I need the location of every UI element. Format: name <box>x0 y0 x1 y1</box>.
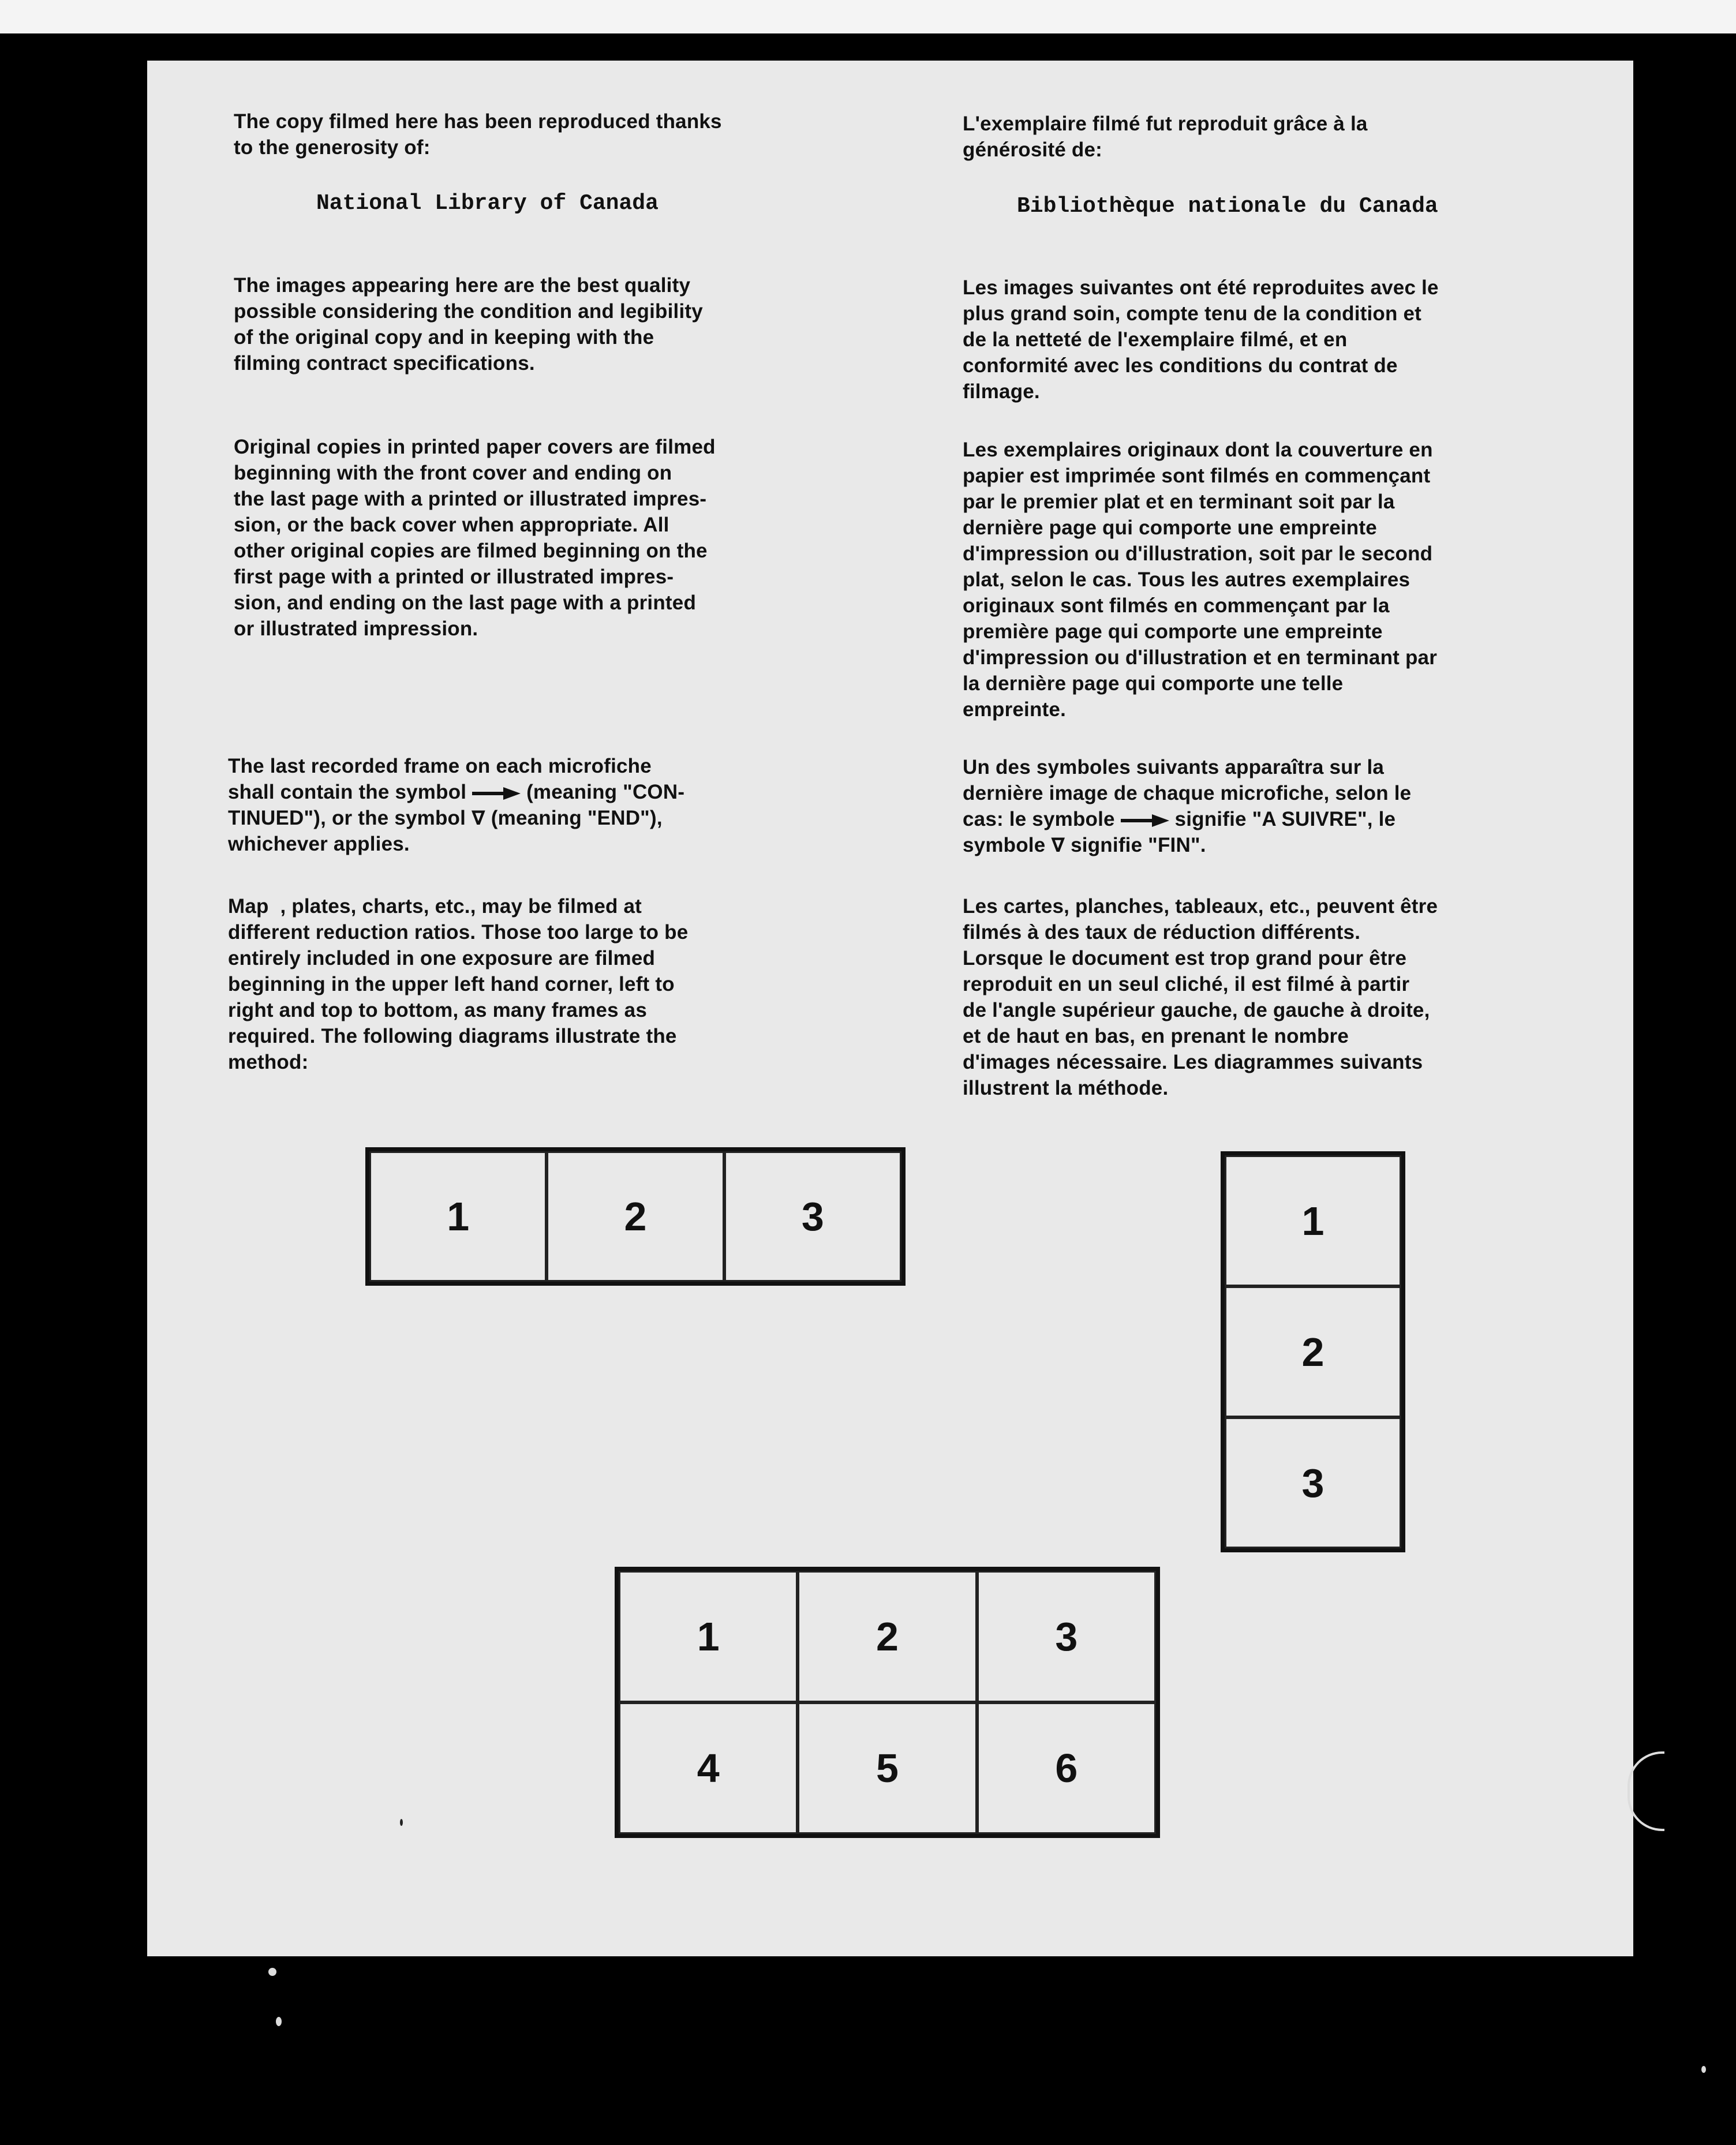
diagram-cell: 4 <box>619 1702 798 1834</box>
institution-name-en: National Library of Canada <box>316 191 659 216</box>
film-speck <box>276 2017 282 2026</box>
intro-text-fr: L'exemplaire filmé fut reproduit grâce à la générosité de: <box>963 113 1368 161</box>
right-arrow-icon <box>472 780 521 806</box>
symbols-line-3-fr: cas: le symbole signifie "A SUIVRE", le <box>963 806 1395 833</box>
diagram-cell: 1 <box>369 1151 547 1282</box>
film-speck <box>268 1968 276 1976</box>
diagram-grid <box>615 1567 1160 1838</box>
symbols-line-1-en: The last recorded frame on each microfiche <box>228 755 652 777</box>
diagram-cell: 6 <box>977 1702 1156 1834</box>
triangle-down-icon: ∇ <box>471 807 485 829</box>
diagram-cell: 1 <box>1225 1155 1401 1286</box>
symbols-line-2-en: shall contain the symbol (meaning "CON- <box>228 779 684 806</box>
film-top-edge <box>0 0 1736 33</box>
right-arrow-icon <box>1121 807 1169 833</box>
symbols-line-1-fr: Un des symboles suivants apparaîtra sur la <box>963 756 1385 778</box>
symbols-line-2-fr: dernière image de chaque microfiche, selon le <box>963 782 1412 804</box>
diagram-cell: 3 <box>724 1151 901 1282</box>
diagram-cell: 5 <box>798 1702 976 1834</box>
diagram-horizontal-strip <box>365 1147 906 1286</box>
maps-text-en: Map , plates, charts, etc., may be filmed at different reduction ratios. Those too large to be entirely included in one exposure are filmed beginning in the upper left hand corner, left to right and top to bottom, as many frames as required. The following diagrams illustrate the method: <box>228 895 689 1073</box>
film-speck <box>1701 2066 1706 2073</box>
maps-text-fr: Les cartes, planches, tableaux, etc., peuvent être filmés à des taux de réduction différents. Lorsque le document est trop grand pour être reproduit en un seul cliché, il est filmé à partir de l'angle supérieur gauche, de gauche à droite, et de haut en bas, en prenant le nombre d'images nécessaire. Les diagrammes suivants illustrent la méthode. <box>963 895 1438 1099</box>
symbols-line-3-en: TINUED"), or the symbol ∇ (meaning "END"), <box>228 807 663 829</box>
diagram-cell: 2 <box>1225 1286 1401 1417</box>
film-speck <box>400 1819 403 1826</box>
intro-text-en: The copy filmed here has been reproduced thanks to the generosity of: <box>234 110 722 159</box>
originals-text-fr: Les exemplaires originaux dont la couverture en papier est imprimée sont filmés en commençant par le premier plat et en terminant soit par la dernière page qui comporte une empreinte d'impression ou d'illustration, soit par le second plat, selon le cas. Tous les autres exemplaires originaux sont filmés en commençant par la première page qui comporte une empreinte d'impression ou d'illustration et en terminant par la dernière page qui comporte une telle empreinte. <box>963 439 1438 721</box>
diagram-cell: 3 <box>977 1571 1156 1702</box>
quality-text-fr: Les images suivantes ont été reproduites avec le plus grand soin, compte tenu de la condition et de la netteté de l'exemplaire filmé, et en conformité avec les conditions du contrat de filmage. <box>963 276 1439 403</box>
triangle-down-icon: ∇ <box>1051 834 1065 856</box>
diagram-cell: 2 <box>547 1151 724 1282</box>
diagram-cell: 3 <box>1225 1417 1401 1548</box>
symbols-line-4-fr: symbole ∇ signifie "FIN". <box>963 834 1206 856</box>
diagram-cell: 1 <box>619 1571 798 1702</box>
institution-name-fr: Bibliothèque nationale du Canada <box>1017 194 1438 219</box>
diagram-cell: 2 <box>798 1571 976 1702</box>
diagram-vertical-strip <box>1221 1151 1405 1552</box>
quality-text-en: The images appearing here are the best quality possible considering the condition and legibility of the original copy and in keeping with the filming contract specifications. <box>234 274 703 375</box>
symbols-line-4-en: whichever applies. <box>228 833 410 855</box>
originals-text-en: Original copies in printed paper covers are filmed beginning with the front cover and ending on the last page with a printed or illustrated impres- sion, or the back cover when appropriate. All other original copies are filmed beginning on the first page with a printed or illustrated impres- sion, and ending on the last page with a printed or illustrated impression. <box>234 436 716 640</box>
